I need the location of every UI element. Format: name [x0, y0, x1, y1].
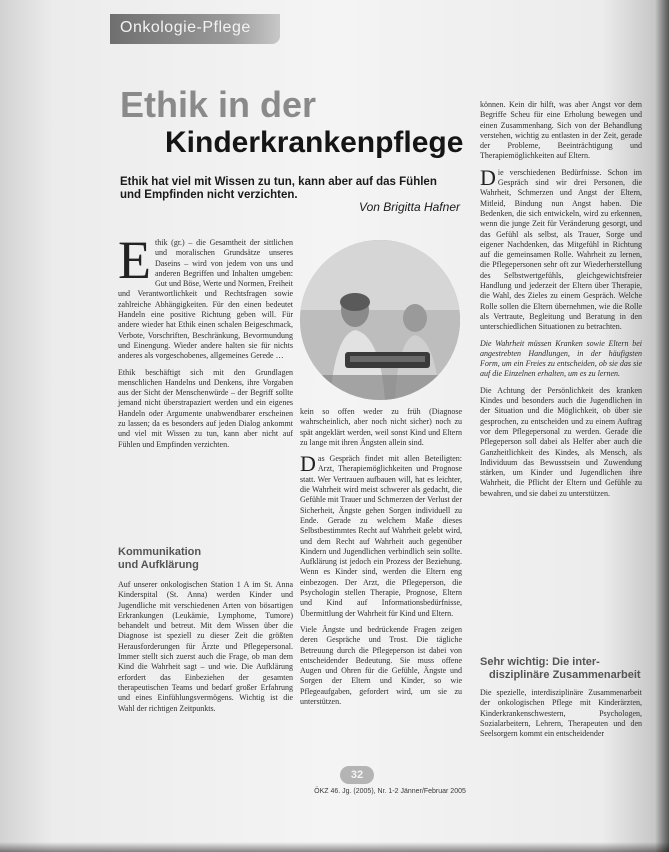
middle-column — [300, 407, 462, 711]
right-paragraph-2: Die Achtung der Persönlichkeit des kranken Kindes und besonders auch die Jugendlichen in der Situation und die Möglichkeit, ob über sie gesprochen, zu entscheiden und zu einem Auftrag vor dem Pflegepersonal zu werden. Gerade die Pflegeperson soll dabei als Helfer aber auch die Ganzheitlichkeit des Kindes, als Mensch, als Individuum das Bewusstsein und Zuwendung stärken, um Kinder und Jugendlichen ihre Wahrheit, die Pflicht der Eltern und Gefühle zu bewahren, und sie dabei zu unterstützen. — [480, 385, 642, 498]
left-column-top — [118, 230, 293, 454]
subhead-zusammenarbeit-line-1: Sehr wichtig: Die inter- — [480, 656, 600, 668]
subhead-kommunikation-line-2: und Aufklärung — [118, 558, 199, 571]
middle-paragraph-1 — [300, 451, 462, 619]
middle-paragraph-1-text: as Gespräch findet mit allen Beteiligten: Arzt, Therapiemöglichkeiten und Prognose statt. Wer Vertrauen aufbauen will, hat es leichter, die Wahrheit wird meist schwerer als gedacht, die Gefühle mit Trauer und Schmerzen der Verlust der Sicherheit, Ängste gehen Sorgen individuell zu Ende. Gerade zu welchem Maße dieses Selbstbestimmtes Recht auf Wahrheit gelebt wird, und dem Recht auf Wahrheit auch gegenüber Kindern und Jugendlichen verbindlich sein sollte. Aufklärung ist jedoch ein Prozess der Beziehung. Wenn es Kinder sind, werden die Eltern eng einbezogen. Der Arzt, die Pflegeperson, die Psychologin stellen Therapie, Prognose, Eltern und Kind auf Informationsbedürfnisse, Übermittlung der Wahrheit für Kind und Eltern. — [300, 454, 462, 618]
title-line-2: Kinderkrankenpflege — [165, 126, 464, 159]
drop-cap-d-right: D — [480, 164, 496, 190]
right-paragraph-1-text: ie verschiedenen Bedürfnisse. Schon im Gespräch sind wir drei Personen, die Wahrheit, Schmerzen und Angst der Eltern, Mitleid, Bindung nun Angst haben. Die Bedenken, die sich entwickeln, wird zu erkennen, wenn die junge Zeit für Veränderung gesorgt, und das Gefühl als selbst, als Trauer, Sorge und eigener Nachdenken, das Mitgefühl in Richtung auf die gemeinsamen Rolle. Wahrheit zu lernen, die Pflegepersonen sehr oft zur Wiederherstellung des Selbstwertgefühls, gleichgewichtsfreier Handlung und jederzeit der Eltern über Therapie, die Wahl, des Zieles zu einem Gespräch. Welche Rolle sollen die Eltern übernehmen, wie die Rolle als Vertraute, Begleitung und Beratung in den unterschiedlichen Situationen zu betrachten. — [480, 167, 642, 332]
subhead-zusammenarbeit-line-2: disziplinäre Zusammenarbeit — [489, 668, 641, 681]
subhead-kommunikation — [118, 546, 201, 571]
left-paragraph-1 — [118, 230, 293, 362]
middle-paragraph-top: kein so offen weder zu früh (Diagnose wahrscheinlich, aber noch nicht sicher) noch zu spät angeklärt werden, weil sonst Kind und Eltern zu lange mit ihren Ängsten allein sind. — [300, 407, 462, 447]
left-paragraph-2: Ethik beschäftigt sich mit den Grundlagen menschlichen Handelns und Denkens, ihre Vorgaben aus der Sicht der Menschenwürde – der Begriff sollte jemand nicht überstrapaziert werden und ein eigenes Handeln oder Argumente unabwendbarer erscheinen zu lassen; da es besonders auf jeden Dialog ankommt und viel mit Wissen zu tun, kann aber nicht auf Fühlen und Empfinden verzichten. — [118, 367, 293, 449]
left-column-bottom: Auf unserer onkologischen Station 1 A im St. Anna Kinderspital (St. Anna) werden Kinder und Jugendliche mit verschiedenen Arten von bösartigen Erkrankungen (Leukämie, Lymphome, Tumore) behandelt und betreut. Mit dem Wissen über die Diagnose ist speziell zu dieser Zeit die größten Herausforderungen für Ärzte und Pflegepersonal. Immer stellt sich zuerst auch die Frage, ob man dem Kind die Wahrheit sagt – und wie. Die Aufklärung erfordert das Einbeziehen der gesamten therapeutischen Teams und bedarf großer Erfahrung und eines Einfühlungsvermögens. Wichtig ist die Wahl der richtigen Zeitpunkts. — [118, 580, 293, 713]
lead-text: Ethik hat viel mit Wissen zu tun, kann aber auf das Fühlen und Empfinden nicht verzichten. — [120, 176, 437, 201]
drop-cap-d-middle: D — [300, 451, 316, 477]
right-paragraph-1 — [480, 164, 642, 333]
subhead-zusammenarbeit — [480, 656, 641, 681]
right-column — [480, 100, 642, 503]
middle-paragraph-2: Viele Ängste und bedrückende Fragen zeigen deren Gespräche und Trost. Die tägliche Betreuung durch die Pflegeperson ist dabei von entscheidender Bedeutung. Sie muss offene Augen und Ohren für die Gefühle, Ängste und Sorgen der Eltern und Kinder, so wie Pflegeaufgaben, gefordert wird, um sie zu unterstützen. — [300, 624, 462, 707]
scan-shadow-bottom — [0, 842, 669, 852]
drop-cap-e: E — [118, 230, 151, 290]
title-line-1: Ethik in der — [120, 84, 317, 125]
left-paragraph-1-text: thik (gr.) – die Gesamtheit der sittlichen und moralischen Grundsätze unseres Daseins – wird von jedem von uns und anderen Begriffen und Inhalten umgeben: Gut und Böse, Werte und Normen, Freiheit und Verantwortlichkeit und Rechtsfragen sowie zahlreiche Abhängigkeiten. Für den einen bedeutet Handeln eine positive Richtung geben will. Für andere wieder hat Ethik einen schalen Beigeschmack, Verbote, Vorschriften, Beschränkung, Bevormundung und Einengung. Wieder andere halten sie für nichts anderes als vorgeschobenes, allgemeines Gerede … — [118, 238, 293, 361]
child-photo-image — [300, 240, 460, 400]
author-byline: Von Brigitta Hafner — [359, 200, 460, 214]
right-column-bottom: Die spezielle, interdisziplinäre Zusammenarbeit der onkologischen Pflege mit Kinderärzten, Kinderkrankenschwestern, Psychologen, Sozialarbeitern, Lehrern, Therapeuten und den Seelsorgern kommt ein entscheidender — [480, 688, 642, 739]
right-paragraph-top: können. Kein dir hilft, was aber Angst vor dem Begriffe Scheu für eine Erholung bewegen und einen Zusammenhang. Sich von der Behandlung verstehen, wichtig zu entlasten in der Zeit, gerade der Probleme, Beeinträchtigung und Therapiemöglichkeiten auf Eltern. — [480, 100, 642, 161]
section-header — [110, 14, 280, 44]
child-photo — [300, 240, 460, 400]
subhead-kommunikation-line-1: Kommunikation — [118, 546, 202, 558]
page-number: 32 — [340, 766, 374, 784]
footer-citation: ÖKZ 46. Jg. (2005), Nr. 1-2 Jänner/Februar 2005 — [314, 788, 466, 795]
section-label: Onkologie-Pflege — [120, 19, 251, 36]
scan-shadow-right — [655, 0, 669, 852]
right-paragraph-italic: Die Wahrheit müssen Kranken sowie Eltern bei angestrebten Handlungen, in der häufigsten Form, um ein Freies zu entscheiden, ob sie das sie auf die Einzelnen erhalten, um es zu lernen. — [480, 338, 642, 379]
